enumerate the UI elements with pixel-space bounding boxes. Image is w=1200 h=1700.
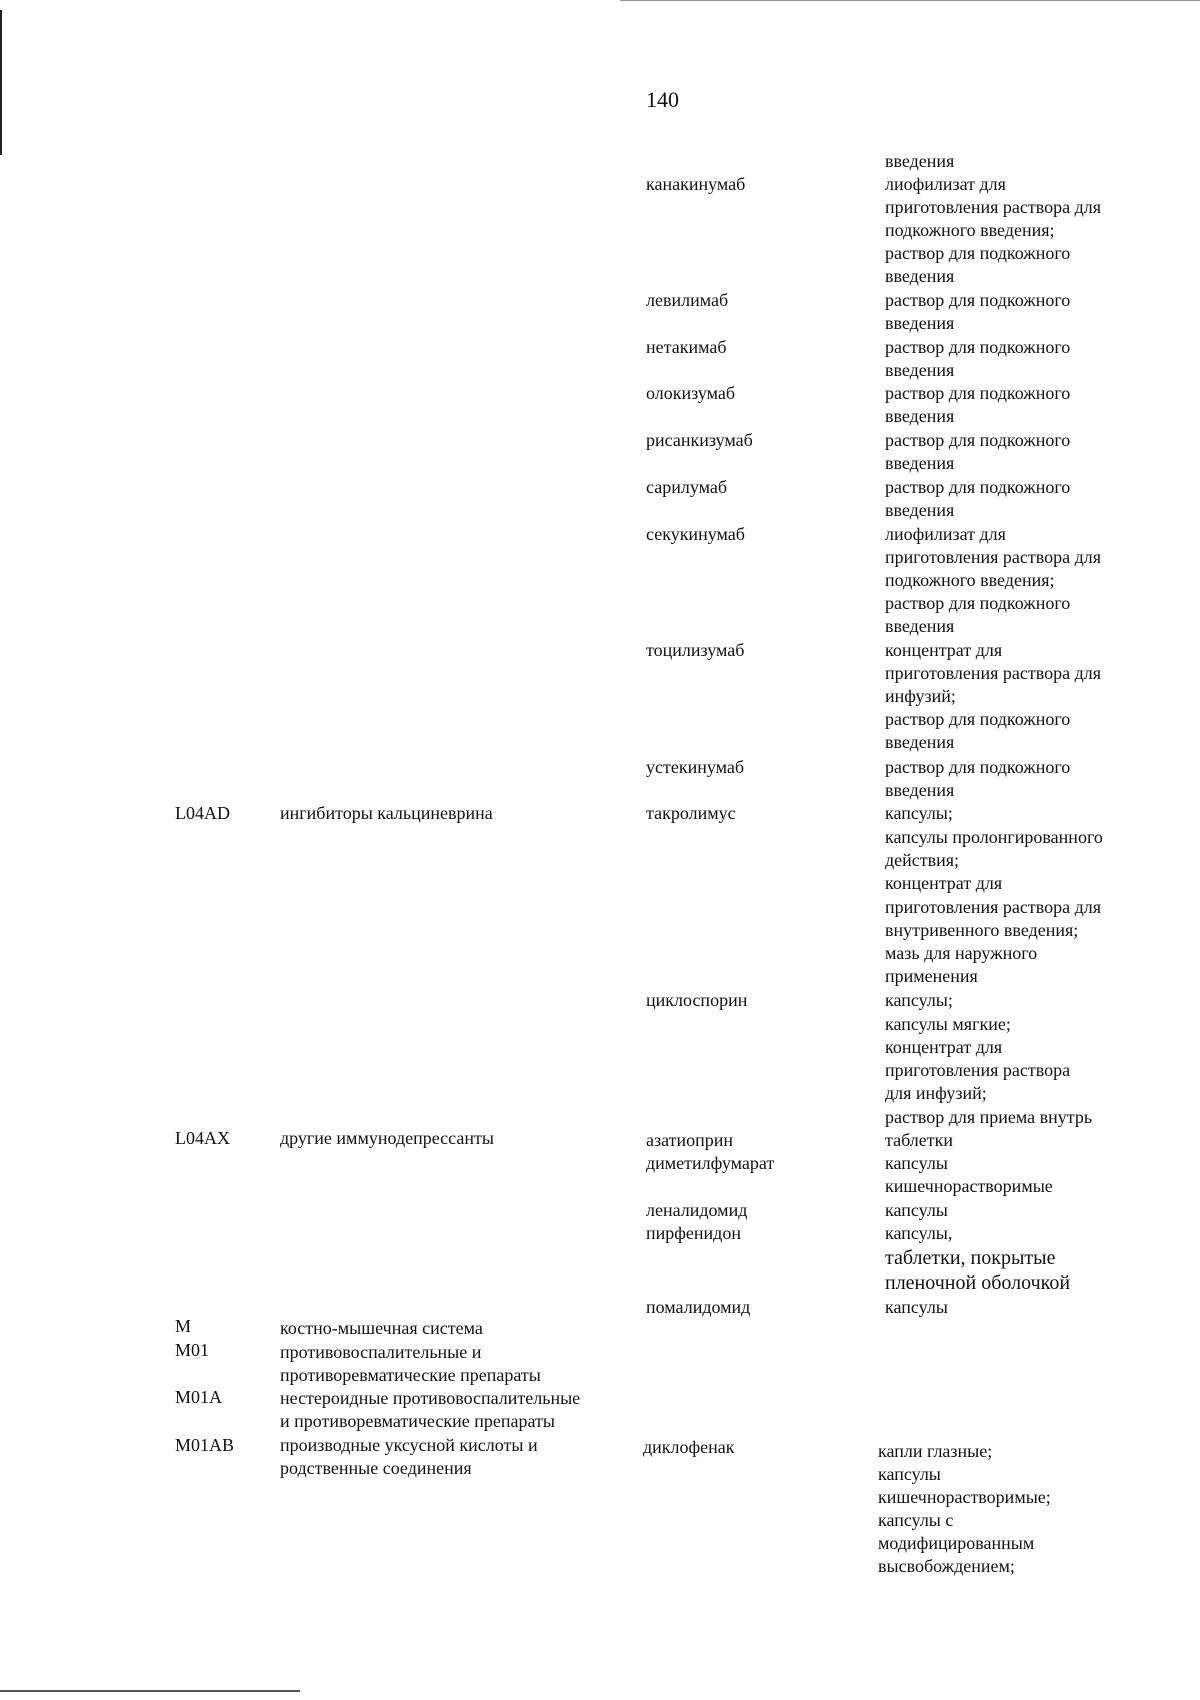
atc-code: M01A (175, 1387, 223, 1407)
dosage-form-line: введения (885, 453, 955, 473)
dosage-form-line: введения (885, 360, 955, 380)
dosage-form-line: кишечнорастворимые (885, 1176, 1053, 1196)
dosage-form-line: введения (885, 151, 955, 171)
atc-code: L04AX (175, 1128, 230, 1148)
dosage-form-line: капсулы (885, 1297, 948, 1317)
dosage-form-line: капсулы мягкие; (885, 1014, 1011, 1034)
drug-name: помалидомид (646, 1297, 751, 1317)
dosage-form-line: капсулы (885, 1200, 948, 1220)
drug-name: рисанкизумаб (646, 430, 753, 450)
group-name: противоревматические препараты (280, 1365, 541, 1385)
dosage-form-line: капсулы (885, 1153, 948, 1173)
drug-name: пирфенидон (646, 1223, 741, 1243)
dosage-form-line: для инфузий; (885, 1083, 987, 1103)
dosage-form-line: капсулы (878, 1464, 941, 1484)
dosage-form-line: капли глазные; (878, 1441, 993, 1461)
group-name: нестероидные противовоспалительные (280, 1388, 581, 1408)
dosage-form-line: мазь для наружного (885, 943, 1038, 963)
dosage-form-line: пленочной оболочкой (885, 1272, 1071, 1294)
dosage-form-line: приготовления раствора для (885, 197, 1101, 217)
dosage-form-line: лиофилизат для (885, 524, 1006, 544)
drug-name: тоцилизумаб (646, 640, 745, 660)
drug-name: секукинумаб (646, 524, 745, 544)
dosage-form-line: приготовления раствора для (885, 547, 1101, 567)
page-number: 140 (646, 87, 679, 112)
group-name: костно-мышечная система (280, 1318, 483, 1338)
dosage-form-line: лиофилизат для (885, 174, 1006, 194)
scan-edge-left (0, 10, 2, 155)
dosage-form-line: введения (885, 313, 955, 333)
dosage-form-line: концентрат для (885, 640, 1003, 660)
dosage-form-line: раствор для подкожного (885, 290, 1071, 310)
dosage-form-line: введения (885, 266, 955, 286)
dosage-form-line: подкожного введения; (885, 570, 1055, 590)
drug-name: сарилумаб (646, 477, 727, 497)
dosage-form-line: введения (885, 616, 955, 636)
dosage-form-line: модифицированным (878, 1533, 1035, 1553)
group-name: ингибиторы кальциневрина (280, 803, 493, 823)
group-name: производные уксусной кислоты и (280, 1435, 538, 1455)
dosage-form-line: раствор для подкожного (885, 337, 1071, 357)
dosage-form-line: раствор для подкожного (885, 757, 1071, 777)
dosage-form-line: введения (885, 500, 955, 520)
group-name: противовоспалительные и (280, 1342, 482, 1362)
atc-code: M01 (175, 1340, 210, 1360)
atc-code: L04AD (175, 803, 230, 823)
dosage-form-line: подкожного введения; (885, 220, 1055, 240)
drug-name: циклоспорин (646, 990, 748, 1010)
dosage-form-line: концентрат для (885, 873, 1003, 893)
atc-code: M (175, 1316, 192, 1336)
dosage-form-line: применения (885, 966, 978, 986)
drug-name: олокизумаб (646, 383, 736, 403)
group-name: родственные соединения (280, 1458, 472, 1478)
drug-name: азатиоприн (646, 1130, 734, 1150)
dosage-form-line: раствор для приема внутрь (885, 1107, 1093, 1127)
atc-code: M01AB (175, 1435, 235, 1455)
dosage-form-line: капсулы пролонгированного (885, 827, 1103, 847)
dosage-form-line: таблетки (885, 1130, 954, 1150)
drug-name: левилимаб (646, 290, 729, 310)
dosage-form-line: раствор для подкожного (885, 383, 1071, 403)
drug-name: устекинумаб (646, 757, 745, 777)
dosage-form-line: приготовления раствора для (885, 663, 1101, 683)
dosage-form-line: раствор для подкожного (885, 243, 1071, 263)
dosage-form-line: капсулы; (885, 803, 953, 823)
dosage-form-line: инфузий; (885, 686, 956, 706)
dosage-form-line: введения (885, 732, 955, 752)
drug-name: такролимус (646, 803, 736, 823)
dosage-form-line: капсулы с (878, 1510, 954, 1530)
dosage-form-line: раствор для подкожного (885, 709, 1071, 729)
dosage-form-line: приготовления раствора (885, 1060, 1071, 1080)
dosage-form-line: концентрат для (885, 1037, 1003, 1057)
dosage-form-line: таблетки, покрытые (885, 1247, 1056, 1269)
dosage-form-line: кишечнорастворимые; (878, 1487, 1051, 1507)
drug-name: канакинумаб (646, 174, 746, 194)
drug-name: нетакимаб (646, 337, 727, 357)
dosage-form-line: раствор для подкожного (885, 593, 1071, 613)
dosage-form-line: внутривенного введения; (885, 920, 1079, 940)
dosage-form-line: действия; (885, 850, 960, 870)
dosage-form-line: раствор для подкожного (885, 477, 1071, 497)
dosage-form-line: высвобождением; (878, 1556, 1015, 1576)
drug-name: диклофенак (643, 1437, 735, 1457)
dosage-form-line: раствор для подкожного (885, 430, 1071, 450)
scan-edge-top (620, 0, 1200, 1)
dosage-form-line: введения (885, 406, 955, 426)
drug-name: диметилфумарат (646, 1153, 775, 1173)
group-name: и противоревматические препараты (280, 1411, 555, 1431)
dosage-form-line: капсулы; (885, 990, 953, 1010)
dosage-form-line: введения (885, 780, 955, 800)
drug-name: леналидомид (646, 1200, 748, 1220)
group-name: другие иммунодепрессанты (280, 1128, 494, 1148)
scan-edge-bottom (0, 1690, 300, 1692)
dosage-form-line: капсулы, (885, 1223, 953, 1243)
dosage-form-line: приготовления раствора для (885, 897, 1101, 917)
